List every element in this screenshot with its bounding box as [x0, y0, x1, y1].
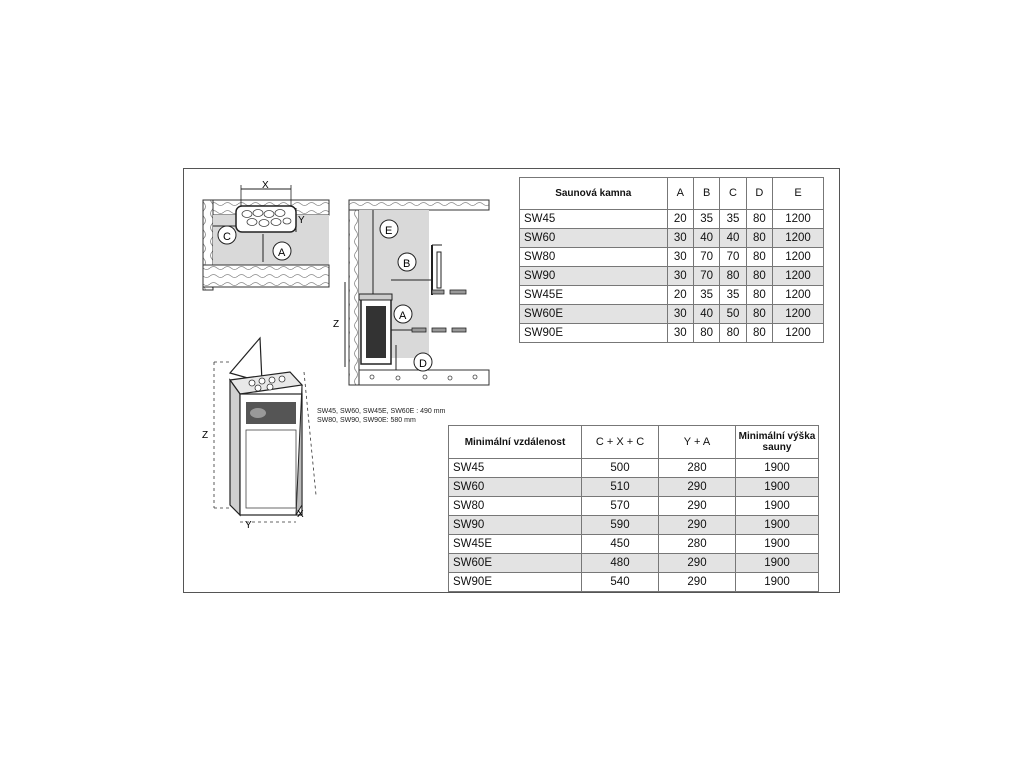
- model-cell: SW90: [520, 267, 668, 286]
- clearance-header-a: A: [667, 178, 693, 210]
- value-cell: 80: [746, 248, 772, 267]
- heater-view-diagram: [202, 338, 316, 531]
- value-cell: 70: [720, 248, 746, 267]
- top-label-c: C: [223, 231, 231, 243]
- value-cell: 290: [659, 573, 736, 592]
- value-cell: 1900: [736, 478, 819, 497]
- value-cell: 290: [659, 478, 736, 497]
- value-cell: 80: [746, 267, 772, 286]
- value-cell: 80: [746, 229, 772, 248]
- side-ceiling: [349, 200, 489, 210]
- value-cell: 35: [720, 210, 746, 229]
- table-row: [449, 459, 819, 478]
- model-cell: SW90: [449, 516, 582, 535]
- value-cell: 40: [693, 229, 719, 248]
- value-cell: 30: [667, 305, 693, 324]
- side-wall: [349, 200, 359, 385]
- top-wall-bottom: [203, 265, 329, 287]
- minimum-distance-table: [448, 425, 819, 592]
- value-cell: 20: [667, 210, 693, 229]
- model-cell: SW45E: [449, 535, 582, 554]
- table-row: [449, 497, 819, 516]
- clearance-header-c: C: [720, 178, 746, 210]
- top-label-y: Y: [298, 215, 305, 226]
- table-row: [520, 229, 824, 248]
- value-cell: 480: [582, 554, 659, 573]
- side-label-d: D: [419, 358, 427, 370]
- value-cell: 1200: [773, 305, 824, 324]
- top-view-diagram: [203, 180, 329, 290]
- value-cell: 1900: [736, 554, 819, 573]
- top-label-a: A: [278, 247, 286, 259]
- top-label-x: X: [262, 180, 269, 191]
- value-cell: 540: [582, 573, 659, 592]
- side-view-diagram: [333, 200, 489, 385]
- value-cell: 1200: [773, 286, 824, 305]
- value-cell: 30: [667, 267, 693, 286]
- model-cell: SW80: [520, 248, 668, 267]
- min-distance-header-row: [449, 426, 819, 459]
- table-row: [520, 305, 824, 324]
- value-cell: 590: [582, 516, 659, 535]
- value-cell: 1900: [736, 497, 819, 516]
- side-label-z: Z: [333, 319, 340, 330]
- value-cell: 1200: [773, 248, 824, 267]
- min-distance-header-model: Minimální vzdálenost: [449, 426, 582, 459]
- value-cell: 290: [659, 516, 736, 535]
- value-cell: 1200: [773, 210, 824, 229]
- value-cell: 35: [693, 286, 719, 305]
- value-cell: 30: [667, 229, 693, 248]
- value-cell: 30: [667, 248, 693, 267]
- model-cell: SW60E: [449, 554, 582, 573]
- model-cell: SW80: [449, 497, 582, 516]
- value-cell: 280: [659, 459, 736, 478]
- value-cell: 510: [582, 478, 659, 497]
- value-cell: 80: [746, 210, 772, 229]
- value-cell: 80: [693, 324, 719, 343]
- value-cell: 35: [693, 210, 719, 229]
- dimension-note-line2: SW80, SW90, SW90E: 580 mm: [317, 417, 416, 424]
- value-cell: 30: [667, 324, 693, 343]
- value-cell: 70: [693, 248, 719, 267]
- value-cell: 20: [667, 286, 693, 305]
- table-row: [449, 516, 819, 535]
- table-row: [449, 535, 819, 554]
- model-cell: SW60: [449, 478, 582, 497]
- dimension-note-line1: SW45, SW60, SW45E, SW60E : 490 mm: [317, 408, 446, 415]
- table-row: [520, 248, 824, 267]
- model-cell: SW45: [520, 210, 668, 229]
- clearance-header-row: [520, 178, 824, 210]
- side-label-e: E: [385, 225, 393, 237]
- dimension-note: [317, 407, 445, 425]
- clearance-header-b: B: [693, 178, 719, 210]
- table-row: [449, 573, 819, 592]
- value-cell: 280: [659, 535, 736, 554]
- clearance-header-e: E: [773, 178, 824, 210]
- table-row: [520, 324, 824, 343]
- side-label-b: B: [403, 258, 411, 270]
- clearance-header-model: Saunová kamna: [520, 178, 668, 210]
- value-cell: 40: [693, 305, 719, 324]
- value-cell: 40: [720, 229, 746, 248]
- value-cell: 290: [659, 497, 736, 516]
- model-cell: SW90E: [520, 324, 668, 343]
- value-cell: 80: [746, 286, 772, 305]
- model-cell: SW60: [520, 229, 668, 248]
- value-cell: 1900: [736, 573, 819, 592]
- value-cell: 1900: [736, 535, 819, 554]
- min-distance-header-ya: Y + A: [659, 426, 736, 459]
- value-cell: 570: [582, 497, 659, 516]
- heater-label-z: Z: [202, 430, 209, 441]
- value-cell: 50: [720, 305, 746, 324]
- model-cell: SW45E: [520, 286, 668, 305]
- value-cell: 450: [582, 535, 659, 554]
- table-row: [520, 267, 824, 286]
- value-cell: 1200: [773, 324, 824, 343]
- table-row: [520, 210, 824, 229]
- model-cell: SW45: [449, 459, 582, 478]
- clearance-header-d: D: [746, 178, 772, 210]
- model-cell: SW60E: [520, 305, 668, 324]
- value-cell: 80: [746, 324, 772, 343]
- value-cell: 1900: [736, 459, 819, 478]
- heater-label-x: X: [297, 509, 304, 520]
- side-label-a: A: [399, 310, 407, 322]
- value-cell: 1200: [773, 229, 824, 248]
- value-cell: 80: [746, 305, 772, 324]
- table-row: [520, 286, 824, 305]
- min-distance-header-cxc: C + X + C: [582, 426, 659, 459]
- value-cell: 500: [582, 459, 659, 478]
- clearance-table: [519, 177, 824, 343]
- min-distance-header-height: Minimální výška sauny: [736, 426, 819, 459]
- value-cell: 80: [720, 267, 746, 286]
- table-row: [449, 554, 819, 573]
- heater-label-y: Y: [245, 520, 252, 531]
- value-cell: 1900: [736, 516, 819, 535]
- value-cell: 35: [720, 286, 746, 305]
- value-cell: 1200: [773, 267, 824, 286]
- table-row: [449, 478, 819, 497]
- value-cell: 70: [693, 267, 719, 286]
- value-cell: 80: [720, 324, 746, 343]
- value-cell: 290: [659, 554, 736, 573]
- model-cell: SW90E: [449, 573, 582, 592]
